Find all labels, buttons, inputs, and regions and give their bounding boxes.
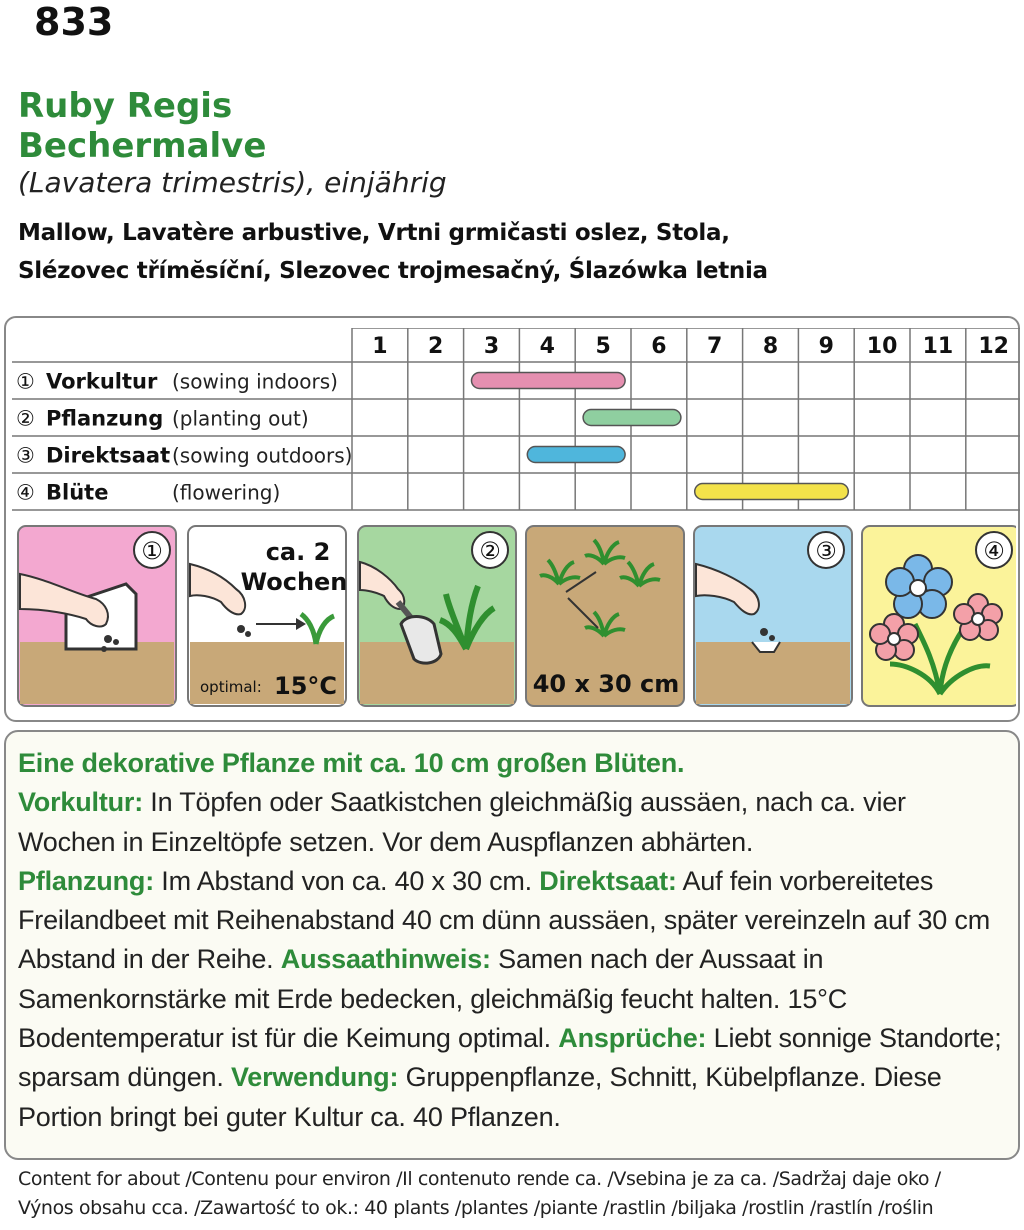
- panel5-number: ③: [815, 537, 837, 565]
- description-box: [4, 730, 1020, 1160]
- panel-germination: [188, 526, 347, 706]
- aussaathinweis-label: Aussaathinweis:: [280, 944, 491, 975]
- month-label: 5: [595, 334, 611, 359]
- vorkultur-label: Vorkultur:: [18, 787, 143, 818]
- month-label: 2: [428, 334, 444, 359]
- ansprueche-label: Ansprüche:: [558, 1023, 707, 1054]
- month-label: 1: [372, 334, 388, 359]
- row-translation: (sowing outdoors): [172, 443, 353, 468]
- panel4-spacing: 40 x 30 cm: [532, 670, 680, 698]
- panel1-number: ①: [141, 537, 163, 565]
- latin-name: [18, 166, 447, 199]
- pflanzung-label: Pflanzung:: [18, 865, 154, 896]
- panel-sowing-outdoors: [694, 526, 852, 706]
- ansprueche-text: Liebt sonnige Standorte; sparsam düngen.: [18, 1023, 1002, 1093]
- direktsaat-label: Direktsaat:: [539, 865, 677, 896]
- month-label: 8: [762, 334, 779, 359]
- panel-planting-out: [358, 526, 516, 706]
- row-translation: (sowing indoors): [172, 369, 338, 394]
- period-bar: [695, 484, 849, 500]
- latin-binomial: (Lavatera trimestris): [18, 166, 307, 199]
- month-label: 10: [866, 334, 898, 359]
- variety-name: Ruby Regis: [18, 86, 233, 126]
- vorkultur-text: In Töpfen oder Saatkistchen gleichmäßig aussäen, nach ca. vier Wochen in Einzeltöpfe setzen. Vor dem Auspflanzen abhärten.: [18, 787, 906, 857]
- panel3-number: ②: [479, 537, 501, 565]
- row-activity: Pflanzung: [46, 406, 164, 431]
- description-text: [18, 744, 1006, 1137]
- row-number: ③: [16, 443, 35, 468]
- sowing-calendar-box: [4, 316, 1020, 722]
- verwendung-label: Verwendung:: [230, 1062, 399, 1093]
- common-names-line-2: Slézovec třímĕsíční, Slezovec trojmesačný, Ślazówka letnia: [18, 258, 768, 284]
- content-footer: [18, 1165, 941, 1223]
- month-label: 11: [922, 334, 954, 359]
- row-activity: Direktsaat: [46, 443, 171, 468]
- month-label: 4: [539, 334, 555, 359]
- common-names-line-1: Mallow, Lavatère arbustive, Vrtni grmičasti oslez, Stola,: [18, 220, 730, 246]
- product-code: 833: [34, 0, 114, 44]
- panel2-duration-line2: Wochen: [240, 568, 348, 596]
- panel2-optimal-label: optimal:: [200, 678, 262, 696]
- panel2-temperature: 15°C: [274, 672, 338, 700]
- footer-line-2: Výnos obsahu cca. /Zawartość to ok.: 40 plants /plantes /piante /rastlin /biljaka /rostlin /rastlín /roślin: [18, 1197, 934, 1219]
- panel-sowing-indoors: [18, 526, 176, 706]
- row-number: ②: [16, 406, 35, 431]
- period-bar: [472, 373, 626, 389]
- panel-flowering: [862, 526, 1016, 706]
- row-translation: (planting out): [172, 406, 309, 431]
- row-activity: Blüte: [46, 480, 109, 505]
- period-bar: [583, 410, 681, 426]
- lifecycle-note: , einjährig: [306, 166, 447, 199]
- month-label: 7: [707, 334, 723, 359]
- plant-name: Bechermalve: [18, 126, 267, 166]
- panel-spacing: [526, 526, 684, 706]
- sowing-calendar: [8, 328, 1020, 528]
- month-label: 9: [818, 334, 834, 359]
- panel2-duration-line1: ca. 2: [265, 538, 331, 566]
- month-label: 3: [483, 334, 500, 359]
- direktsaat-text: Auf fein vorbereitetes Freilandbeet mit Reihenabstand 40 cm dünn aussäen, später vereinzeln auf 30 cm Abstand in der Reihe.: [18, 865, 990, 975]
- row-activity: Vorkultur: [46, 369, 158, 394]
- footer-line-1: Content for about /Contenu pour environ /Il contenuto rende ca. /Vsebina je za ca. /Sadržaj daje oko /: [18, 1168, 941, 1190]
- verwendung-text: Gruppenpflanze, Schnitt, Kübelpflanze. Diese Portion bringt bei guter Kultur ca. 40 Pflanzen.: [18, 1062, 942, 1132]
- instruction-pictograms: [16, 524, 1016, 710]
- pflanzung-text: Im Abstand von ca. 40 x 30 cm.: [153, 865, 540, 896]
- month-label: 12: [978, 334, 1010, 359]
- row-number: ④: [16, 480, 35, 505]
- month-label: 6: [651, 334, 667, 359]
- row-translation: (flowering): [172, 480, 281, 505]
- panel6-number: ④: [983, 537, 1005, 565]
- headline: Eine dekorative Pflanze mit ca. 10 cm großen Blüten.: [18, 748, 685, 778]
- aussaathinweis-text: Samen nach der Aussaat in Samenkornstärke mit Erde bedecken, gleichmäßig feucht halten. 15°C Bodentemperatur ist für die Keimung optimal.: [18, 944, 848, 1054]
- period-bar: [527, 447, 625, 463]
- row-number: ①: [16, 369, 35, 394]
